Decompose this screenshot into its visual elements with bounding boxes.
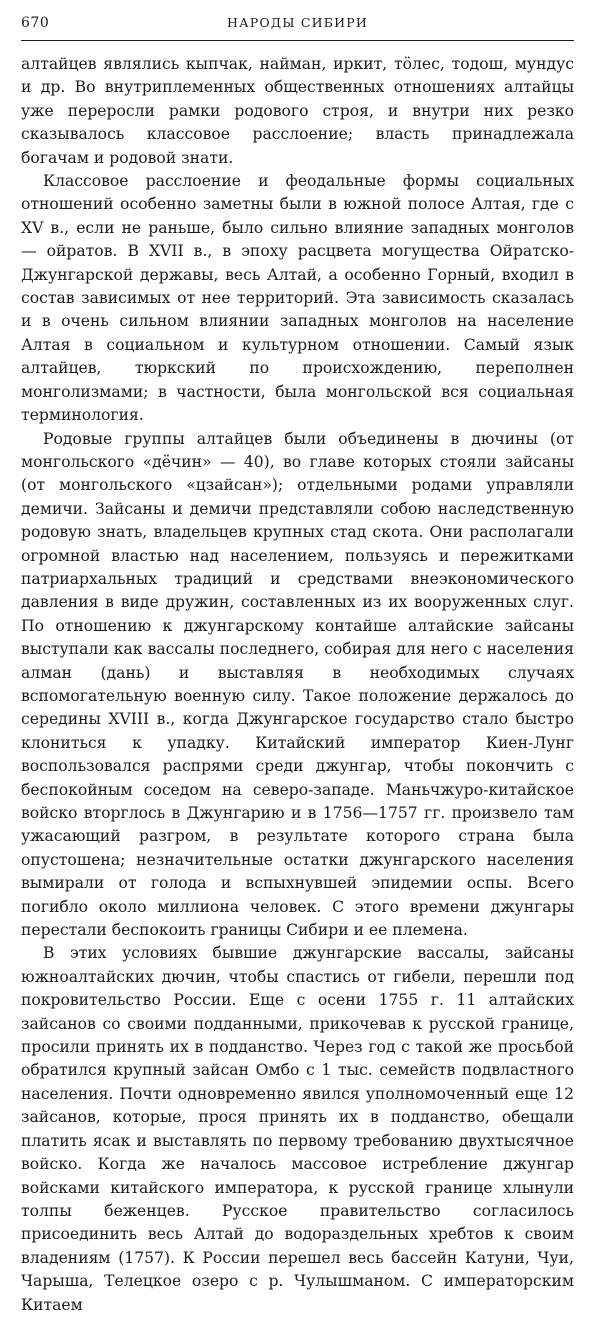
paragraph: В этих условиях бывшие джунгарские вассалы, зайсаны южноалтайских дючин, чтобы спастись от гибели, перешли под покровительство России. Еще с осени 1755 г. 11 алтайских зайсанов со своими подданными, прикочевав к русской границе, просили принять их в подданство. Через год с такой же просьбой обратился крупный зайсан Омбо с 1 тыс. семейств подвластного населения. Почти одновременно явился уполномоченный еще 12 зайсанов, которые, прося принять их в подданство, обещали платить ясак и выставлять по первому требованию двухтысячное войско. Когда же началось массовое истребление джунгар войсками китайского императора, к русской границе хлынули толпы беженцев. Русское правительство согласилось присоединить весь Алтай до водораздельных хребтов к своим владениям (1757). К России перешел весь бассейн Катуни, Чуи, Чарыша, Телецкое озеро с р. Чулышманом. С императорским Китаем xyxy=(21,944,574,1314)
running-title: НАРОДЫ СИБИРИ xyxy=(227,15,368,30)
page-number: 670 xyxy=(21,15,50,31)
body-text xyxy=(21,53,574,1317)
header-rule xyxy=(21,40,574,41)
page-header xyxy=(21,12,574,38)
paragraph: Классовое расслоение и феодальные формы социальных отношений особенно заметны были в южной полосе Алтая, где с XV в., если не раньше, было сильно влияние западных монголов — ойратов. В XVII в., в эпоху расцвета могущества Ойратско-Джунгарской державы, весь Алтай, а особенно Горный, входил в состав зависимых от нее территорий. Эта зависимость сказалась и в очень сильном влиянии западных монголов на население Алтая в социальном и культурном отношении. Самый язык алтайцев, тюркский по происхождению, переполнен монголизмами; в частности, была монгольской вся социальная терминология. xyxy=(21,172,574,425)
paragraph: алтайцев являлись кыпчак, найман, иркит, тöлес, тодош, мундус и др. Во внутриплеменных общественных отношениях алтайцы уже переросли рамки родового строя, и внутри них резко сказывалось классовое расслоение; власть принадлежала богачам и родовой знати. xyxy=(21,55,574,167)
paragraph: Родовые группы алтайцев были объединены в дючины (от монгольского «дёчин» — 40), во главе которых стояли зайсаны (от монгольского «цзайсан»); отдельными родами управляли демичи. Зайсаны и демичи представляли собою наследственную родовую знать, владельцев крупных стад скота. Они располагали огромной властью над населением, пользуясь и пережитками патриархальных традиций и средствами внеэкономического давления в виде дружин, составленных из их вооруженных слуг. По отношению к джунгарскому контайше алтайские зайсаны выступали как вассалы последнего, собирая для него с населения алман (дань) и выставляя в необходимых случаях вспомогательную военную силу. Такое положение держалось до середины XVIII в., когда Джунгарское государство стало быстро клониться к упадку. Китайский император Киен-Лунг воспользовался распрями среди джунгар, чтобы покончить с беспокойным соседом на северо-западе. Маньчжуро-китайское войско вторглось в Джунгарию и в 1756—1757 гг. произвело там ужасающий разгром, в результате которого страна была опустошена; незначительные остатки джунгарского населения вымирали от голода и вспыхнувшей эпидемии оспы. Всего погибло около миллиона человек. С этого времени джунгары перестали беспокоить границы Сибири и ее племена. xyxy=(21,429,574,940)
